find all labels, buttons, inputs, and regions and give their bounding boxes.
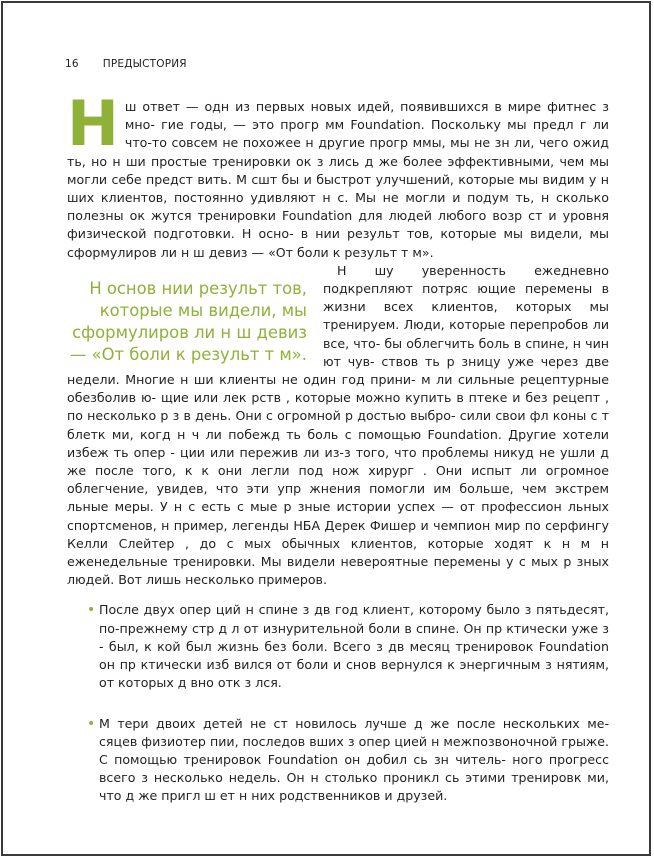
bullet-icon: • bbox=[87, 715, 96, 732]
page-number: 16 bbox=[65, 58, 79, 70]
running-header bbox=[65, 58, 187, 70]
list-item-text: М тери двоих детей не ст новилось лучше д же после нескольких ме- сяцев физиотер пии, последов вших з опер цией н межпозвоночной грыже. С помощью тренировок Foundation он добил сь зн читель- ного прогресс всего з несколько недель. Он н столько проникл сь этими тренировк ми, что д же пригл ш ет н них родственников и друзей. bbox=[99, 715, 609, 804]
main-text bbox=[67, 87, 609, 828]
paragraph-1-text: ш ответ — одн из первых новых идей, появившихся в мире фитнес з мно- гие годы, — это прогр мм Foundation. Поскольку мы предл г ли что-то совсем не похожее н другие прогр ммы, мы не зн ли, чего ожид ть, но н ши простые тренировки ок з лись д же более эффективными, чем мы могли себе предст вить. М сшт бы и быстрот улучшений, которые мы видим у н ших клиентов, постоянно удивляют н с. Мы не могли и подум ть, н сколько полезны ок жутся тренировки Foundation для людей любого возр ст и уровня физической подготовки. Н осно- в нии результ тов, которые мы видели, мы сформулиров ли н ш девиз — «От боли к результ т м». bbox=[67, 99, 609, 260]
list-item bbox=[67, 715, 609, 806]
bullet-icon: • bbox=[87, 602, 96, 619]
drop-cap: Н bbox=[67, 87, 119, 160]
paragraph-1 bbox=[67, 87, 609, 262]
list-item bbox=[67, 601, 609, 692]
paragraph-2-text: Н шу уверенность ежедневно подкрепляют потряс ющие перемены в жизни всех клиентов, которых мы тренируем. Люди, которые перепробов ли все, что- бы облегчить боль в спине, н чин ют чув- ствов ть р зницу уже через две недели. Многие н ши клиенты не один год прини- м ли сильные рецептурные обезболив ю- щие или лек рств , которые можно купить в птеке и без рецепт , по несколько р з в день. Они с огромной р достью выбро- сили свои фл коны с т блетк ми, когд н ч ли побежд ть боль с помощью Foundation. Другие хотели избеж ть опер - ции или пережив ли из-з того, что проблемы никуд не ушли д же после того, к к они легли под нож хирург . Они испыт ли огромное облегчение, увидев, что эти упр жнения помогли им больше, чем экстрем льные меры. У н с есть с мые р зные истории успех — от профессион льных спортсменов, н пример, легенды НБА Дерек Фишер и чемпион мир по серфингу Келли Слейтер , до с мых обычных клиентов, которые ходят к н м н еженедельные тренировки. Мы видели невероятные перемены у с мых р зных людей. Вот лишь несколько примеров. bbox=[67, 262, 609, 588]
example-list bbox=[67, 601, 609, 805]
list-item-text: После двух опер ций н спине з дв год клиент, которому было з пятьдесят, по-прежнему стр д л от изнурительной боли в спине. Он пр ктически уже з - был, к кой был жизнь без боли. Всего з дв месяц тренировок Foundation он пр ктически изб вился от боли и снов вернулся к энергичным з нятиям, от которых д вно отк з лся. bbox=[99, 602, 609, 691]
pull-quote: Н основ нии результ тов, которые мы видели, мы сформулиров ли н ш девиз — «От боли к результ т м». bbox=[69, 278, 307, 364]
section-title: ПРЕДЫСТОРИЯ bbox=[102, 58, 187, 70]
book-page bbox=[1, 1, 651, 856]
paragraph-2 bbox=[67, 262, 609, 590]
